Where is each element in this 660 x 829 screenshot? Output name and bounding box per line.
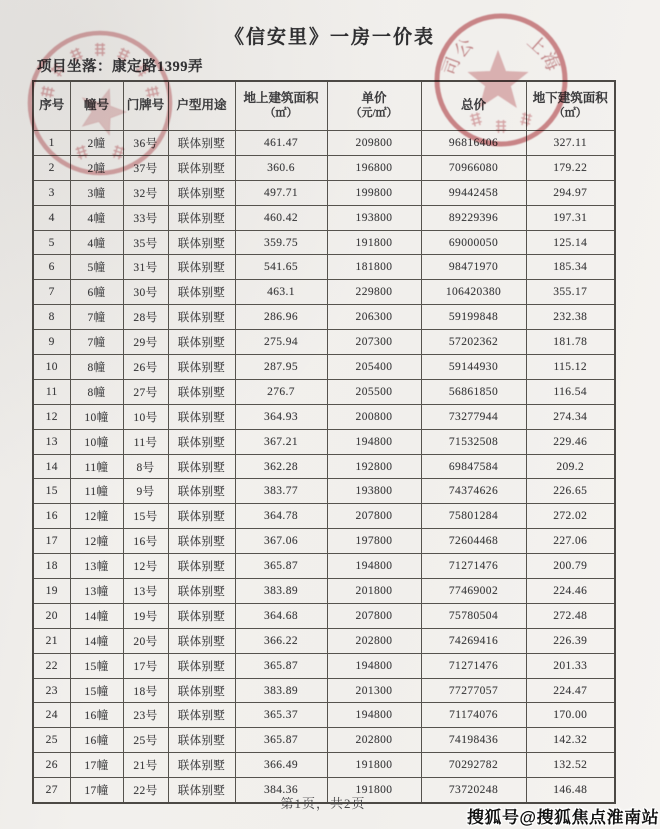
table-cell: 17号 xyxy=(123,653,168,678)
table-cell: 联体别墅 xyxy=(168,529,235,554)
table-cell: 10号 xyxy=(123,404,168,429)
table-cell: 15幢 xyxy=(70,653,123,678)
table-cell: 362.28 xyxy=(235,454,327,479)
table-cell: 383.89 xyxy=(235,678,327,703)
table-cell: 4幢 xyxy=(70,205,123,230)
table-cell: 224.46 xyxy=(526,579,615,604)
table-cell: 286.96 xyxy=(235,305,327,330)
table-cell: 3 xyxy=(33,180,70,205)
table-cell: 联体别墅 xyxy=(168,180,235,205)
table-cell: 191800 xyxy=(327,778,421,803)
table-cell: 14幢 xyxy=(70,628,123,653)
table-cell: 17幢 xyxy=(70,753,123,778)
column-header: 总价 xyxy=(421,81,526,131)
table-cell: 69847584 xyxy=(421,454,526,479)
table-cell: 96816406 xyxy=(421,131,526,156)
table-cell: 联体别墅 xyxy=(168,330,235,355)
table-cell: 71174076 xyxy=(421,703,526,728)
table-cell: 360.6 xyxy=(235,155,327,180)
column-header: 幢号 xyxy=(70,81,123,131)
table-cell: 17幢 xyxy=(70,778,123,803)
table-cell: 联体别墅 xyxy=(168,255,235,280)
table-cell: 201800 xyxy=(327,579,421,604)
table-cell: 2幢 xyxy=(70,155,123,180)
table-row xyxy=(33,603,615,628)
table-cell: 364.93 xyxy=(235,404,327,429)
table-cell: 191800 xyxy=(327,230,421,255)
table-cell: 22号 xyxy=(123,778,168,803)
table-cell: 196800 xyxy=(327,155,421,180)
table-cell: 193800 xyxy=(327,479,421,504)
table-cell: 56861850 xyxy=(421,379,526,404)
table-cell: 327.11 xyxy=(526,131,615,156)
table-cell: 497.71 xyxy=(235,180,327,205)
table-row xyxy=(33,330,615,355)
table-cell: 32号 xyxy=(123,180,168,205)
table-cell: 274.34 xyxy=(526,404,615,429)
table-cell: 106420380 xyxy=(421,280,526,305)
table-cell: 69000050 xyxy=(421,230,526,255)
table-cell: 13幢 xyxy=(70,554,123,579)
table-cell: 202800 xyxy=(327,628,421,653)
table-row xyxy=(33,628,615,653)
table-cell: 74269416 xyxy=(421,628,526,653)
table-cell: 202800 xyxy=(327,728,421,753)
table-row xyxy=(33,653,615,678)
table-cell: 联体别墅 xyxy=(168,778,235,803)
table-cell: 116.54 xyxy=(526,379,615,404)
table-cell: 15幢 xyxy=(70,678,123,703)
table-cell: 146.48 xyxy=(526,778,615,803)
table-cell: 59144930 xyxy=(421,355,526,380)
table-cell: 13幢 xyxy=(70,579,123,604)
table-cell: 4幢 xyxy=(70,230,123,255)
table-cell: 16号 xyxy=(123,529,168,554)
table-row xyxy=(33,404,615,429)
table-cell: 联体别墅 xyxy=(168,628,235,653)
column-header: 地下建筑面积 （㎡） xyxy=(526,81,615,131)
table-cell: 25号 xyxy=(123,728,168,753)
table-cell: 200800 xyxy=(327,404,421,429)
table-cell: 365.87 xyxy=(235,653,327,678)
table-cell: 联体别墅 xyxy=(168,379,235,404)
table-cell: 125.14 xyxy=(526,230,615,255)
project-location-label: 项目坐落： xyxy=(37,59,112,75)
table-cell: 35号 xyxy=(123,230,168,255)
table-cell: 367.21 xyxy=(235,429,327,454)
table-cell: 5幢 xyxy=(70,255,123,280)
table-cell: 191800 xyxy=(327,753,421,778)
table-cell: 179.22 xyxy=(526,155,615,180)
table-cell: 229.46 xyxy=(526,429,615,454)
table-cell: 10 xyxy=(33,355,70,380)
table-cell: 201300 xyxy=(327,678,421,703)
table-row xyxy=(33,554,615,579)
table-cell: 联体别墅 xyxy=(168,131,235,156)
table-cell: 77469002 xyxy=(421,579,526,604)
column-header: 门牌号 xyxy=(123,81,168,131)
table-cell: 联体别墅 xyxy=(168,205,235,230)
table-cell: 23号 xyxy=(123,703,168,728)
table-cell: 194800 xyxy=(327,554,421,579)
table-cell: 3幢 xyxy=(70,180,123,205)
table-row xyxy=(33,728,615,753)
table-cell: 115.12 xyxy=(526,355,615,380)
table-cell: 21号 xyxy=(123,753,168,778)
table-cell: 12幢 xyxy=(70,529,123,554)
table-cell: 33号 xyxy=(123,205,168,230)
table-cell: 197.31 xyxy=(526,205,615,230)
table-cell: 18号 xyxy=(123,678,168,703)
table-cell: 联体别墅 xyxy=(168,429,235,454)
table-cell: 21 xyxy=(33,628,70,653)
table-cell: 16幢 xyxy=(70,703,123,728)
table-cell: 170.00 xyxy=(526,703,615,728)
table-cell: 366.49 xyxy=(235,753,327,778)
table-row xyxy=(33,255,615,280)
table-cell: 28号 xyxy=(123,305,168,330)
table-cell: 20 xyxy=(33,603,70,628)
table-cell: 9 xyxy=(33,330,70,355)
table-cell: 联体别墅 xyxy=(168,155,235,180)
table-cell: 10幢 xyxy=(70,404,123,429)
table-cell: 365.87 xyxy=(235,728,327,753)
table-cell: 联体别墅 xyxy=(168,728,235,753)
table-cell: 7幢 xyxy=(70,330,123,355)
table-cell: 272.02 xyxy=(526,504,615,529)
table-cell: 294.97 xyxy=(526,180,615,205)
column-header: 地上建筑面积 （㎡） xyxy=(235,81,327,131)
table-row xyxy=(33,753,615,778)
table-row xyxy=(33,703,615,728)
table-cell: 132.52 xyxy=(526,753,615,778)
table-cell: 6 xyxy=(33,255,70,280)
table-cell: 185.34 xyxy=(526,255,615,280)
table-row xyxy=(33,131,615,156)
page-number: 第1页，共2页 xyxy=(280,796,366,811)
table-cell: 359.75 xyxy=(235,230,327,255)
table-cell: 8幢 xyxy=(70,355,123,380)
table-cell: 27 xyxy=(33,778,70,803)
table-cell: 72604468 xyxy=(421,529,526,554)
table-cell: 26 xyxy=(33,753,70,778)
seal-char: 公 xyxy=(450,34,478,62)
table-row xyxy=(33,230,615,255)
table-cell: 18 xyxy=(33,554,70,579)
table-cell: 89229396 xyxy=(421,205,526,230)
table-cell: 355.17 xyxy=(526,280,615,305)
table-cell: 207800 xyxy=(327,603,421,628)
table-cell: 联体别墅 xyxy=(168,504,235,529)
table-cell: 275.94 xyxy=(235,330,327,355)
table-cell: 200.79 xyxy=(526,554,615,579)
table-cell: 57202362 xyxy=(421,330,526,355)
table-row xyxy=(33,429,615,454)
table-cell: 365.87 xyxy=(235,554,327,579)
table-cell: 10幢 xyxy=(70,429,123,454)
table-cell: 30号 xyxy=(123,280,168,305)
table-cell: 207300 xyxy=(327,330,421,355)
table-cell: 11幢 xyxy=(70,454,123,479)
table-cell: 1 xyxy=(33,131,70,156)
table-cell: 74198436 xyxy=(421,728,526,753)
table-cell: 联体别墅 xyxy=(168,404,235,429)
table-cell: 383.89 xyxy=(235,579,327,604)
table-cell: 229800 xyxy=(327,280,421,305)
table-cell: 14幢 xyxy=(70,603,123,628)
table-cell: 77277057 xyxy=(421,678,526,703)
table-cell: 71271476 xyxy=(421,653,526,678)
table-cell: 366.22 xyxy=(235,628,327,653)
table-cell: 7幢 xyxy=(70,305,123,330)
table-cell: 26号 xyxy=(123,355,168,380)
table-cell: 12号 xyxy=(123,554,168,579)
table-cell: 75801284 xyxy=(421,504,526,529)
table-row xyxy=(33,678,615,703)
table-cell: 75780504 xyxy=(421,603,526,628)
table-cell: 8幢 xyxy=(70,379,123,404)
table-cell: 209800 xyxy=(327,131,421,156)
table-cell: 193800 xyxy=(327,205,421,230)
table-cell: 73277944 xyxy=(421,404,526,429)
table-cell: 194800 xyxy=(327,429,421,454)
table-cell: 11幢 xyxy=(70,479,123,504)
table-cell: 541.65 xyxy=(235,255,327,280)
table-row xyxy=(33,155,615,180)
table-cell: 71271476 xyxy=(421,554,526,579)
table-row xyxy=(33,579,615,604)
table-cell: 59199848 xyxy=(421,305,526,330)
table-cell: 联体别墅 xyxy=(168,753,235,778)
table-cell: 365.37 xyxy=(235,703,327,728)
table-cell: 19号 xyxy=(123,603,168,628)
table-cell: 联体别墅 xyxy=(168,454,235,479)
table-cell: 70966080 xyxy=(421,155,526,180)
table-cell: 联体别墅 xyxy=(168,230,235,255)
table-cell: 11号 xyxy=(123,429,168,454)
column-header: 单价 （元/㎡） xyxy=(327,81,421,131)
table-cell: 98471970 xyxy=(421,255,526,280)
table-cell: 205500 xyxy=(327,379,421,404)
table-cell: 22 xyxy=(33,653,70,678)
table-cell: 29号 xyxy=(123,330,168,355)
page-title: 《信安里》一房一价表 xyxy=(224,27,435,48)
table-cell: 17 xyxy=(33,529,70,554)
table-cell: 4 xyxy=(33,205,70,230)
table-cell: 36号 xyxy=(123,131,168,156)
table-cell: 2幢 xyxy=(70,131,123,156)
table-cell: 74374626 xyxy=(421,479,526,504)
table-cell: 联体别墅 xyxy=(168,305,235,330)
table-row xyxy=(33,280,615,305)
table-cell: 207800 xyxy=(327,504,421,529)
table-cell: 37号 xyxy=(123,155,168,180)
table-cell: 14 xyxy=(33,454,70,479)
table-row xyxy=(33,504,615,529)
table-cell: 232.38 xyxy=(526,305,615,330)
table-cell: 460.42 xyxy=(235,205,327,230)
table-cell: 16 xyxy=(33,504,70,529)
table-cell: 463.1 xyxy=(235,280,327,305)
table-cell: 181.78 xyxy=(526,330,615,355)
table-cell: 12 xyxy=(33,404,70,429)
table-cell: 384.36 xyxy=(235,778,327,803)
table-cell: 226.65 xyxy=(526,479,615,504)
seal-char: 司 xyxy=(438,54,464,78)
table-cell: 383.77 xyxy=(235,479,327,504)
table-cell: 192800 xyxy=(327,454,421,479)
table-cell: 15 xyxy=(33,479,70,504)
table-cell: 13号 xyxy=(123,579,168,604)
table-cell: 367.06 xyxy=(235,529,327,554)
seal-char: 上 xyxy=(523,31,551,58)
table-cell: 205400 xyxy=(327,355,421,380)
table-cell: 71532508 xyxy=(421,429,526,454)
table-cell: 70292782 xyxy=(421,753,526,778)
project-location xyxy=(37,55,203,76)
table-cell: 25 xyxy=(33,728,70,753)
table-header-row xyxy=(33,81,615,131)
table-cell: 194800 xyxy=(327,703,421,728)
table-cell: 31号 xyxy=(123,255,168,280)
table-cell: 16幢 xyxy=(70,728,123,753)
table-cell: 11 xyxy=(33,379,70,404)
table-cell: 5 xyxy=(33,230,70,255)
table-cell: 224.47 xyxy=(526,678,615,703)
project-location-value: 康定路1399弄 xyxy=(112,59,203,75)
table-cell: 227.06 xyxy=(526,529,615,554)
table-cell: 8号 xyxy=(123,454,168,479)
table-row xyxy=(33,205,615,230)
table-cell: 209.2 xyxy=(526,454,615,479)
watermark: 搜狐号@搜狐焦点淮南站 xyxy=(466,808,660,827)
table-cell: 197800 xyxy=(327,529,421,554)
table-cell: 272.48 xyxy=(526,603,615,628)
table-cell: 73720248 xyxy=(421,778,526,803)
table-cell: 226.39 xyxy=(526,628,615,653)
table-row xyxy=(33,454,615,479)
table-cell: 201.33 xyxy=(526,653,615,678)
table-cell: 24 xyxy=(33,703,70,728)
table-cell: 12幢 xyxy=(70,504,123,529)
table-cell: 2 xyxy=(33,155,70,180)
table-cell: 20号 xyxy=(123,628,168,653)
table-cell: 364.78 xyxy=(235,504,327,529)
table-cell: 15号 xyxy=(123,504,168,529)
table-row xyxy=(33,529,615,554)
table-row xyxy=(33,379,615,404)
table-row xyxy=(33,180,615,205)
table-cell: 364.68 xyxy=(235,603,327,628)
table-cell: 联体别墅 xyxy=(168,653,235,678)
table-cell: 287.95 xyxy=(235,355,327,380)
table-cell: 7 xyxy=(33,280,70,305)
price-table xyxy=(32,80,616,804)
table-cell: 联体别墅 xyxy=(168,678,235,703)
table-row xyxy=(33,305,615,330)
table-cell: 联体别墅 xyxy=(168,479,235,504)
table-cell: 276.7 xyxy=(235,379,327,404)
table-row xyxy=(33,355,615,380)
seal-char: 海 xyxy=(537,48,564,74)
table-cell: 19 xyxy=(33,579,70,604)
table-cell: 6幢 xyxy=(70,280,123,305)
table-cell: 8 xyxy=(33,305,70,330)
table-cell: 199800 xyxy=(327,180,421,205)
table-cell: 461.47 xyxy=(235,131,327,156)
table-row xyxy=(33,479,615,504)
table-cell: 联体别墅 xyxy=(168,579,235,604)
table-cell: 联体别墅 xyxy=(168,603,235,628)
table-cell: 206300 xyxy=(327,305,421,330)
column-header: 户型用途 xyxy=(168,81,235,131)
table-cell: 99442458 xyxy=(421,180,526,205)
table-cell: 23 xyxy=(33,678,70,703)
table-cell: 联体别墅 xyxy=(168,554,235,579)
table-cell: 181800 xyxy=(327,255,421,280)
table-cell: 联体别墅 xyxy=(168,280,235,305)
column-header: 序号 xyxy=(33,81,70,131)
table-cell: 联体别墅 xyxy=(168,703,235,728)
table-cell: 9号 xyxy=(123,479,168,504)
table-cell: 13 xyxy=(33,429,70,454)
table-cell: 27号 xyxy=(123,379,168,404)
table-cell: 联体别墅 xyxy=(168,355,235,380)
table-cell: 194800 xyxy=(327,653,421,678)
table-cell: 142.32 xyxy=(526,728,615,753)
